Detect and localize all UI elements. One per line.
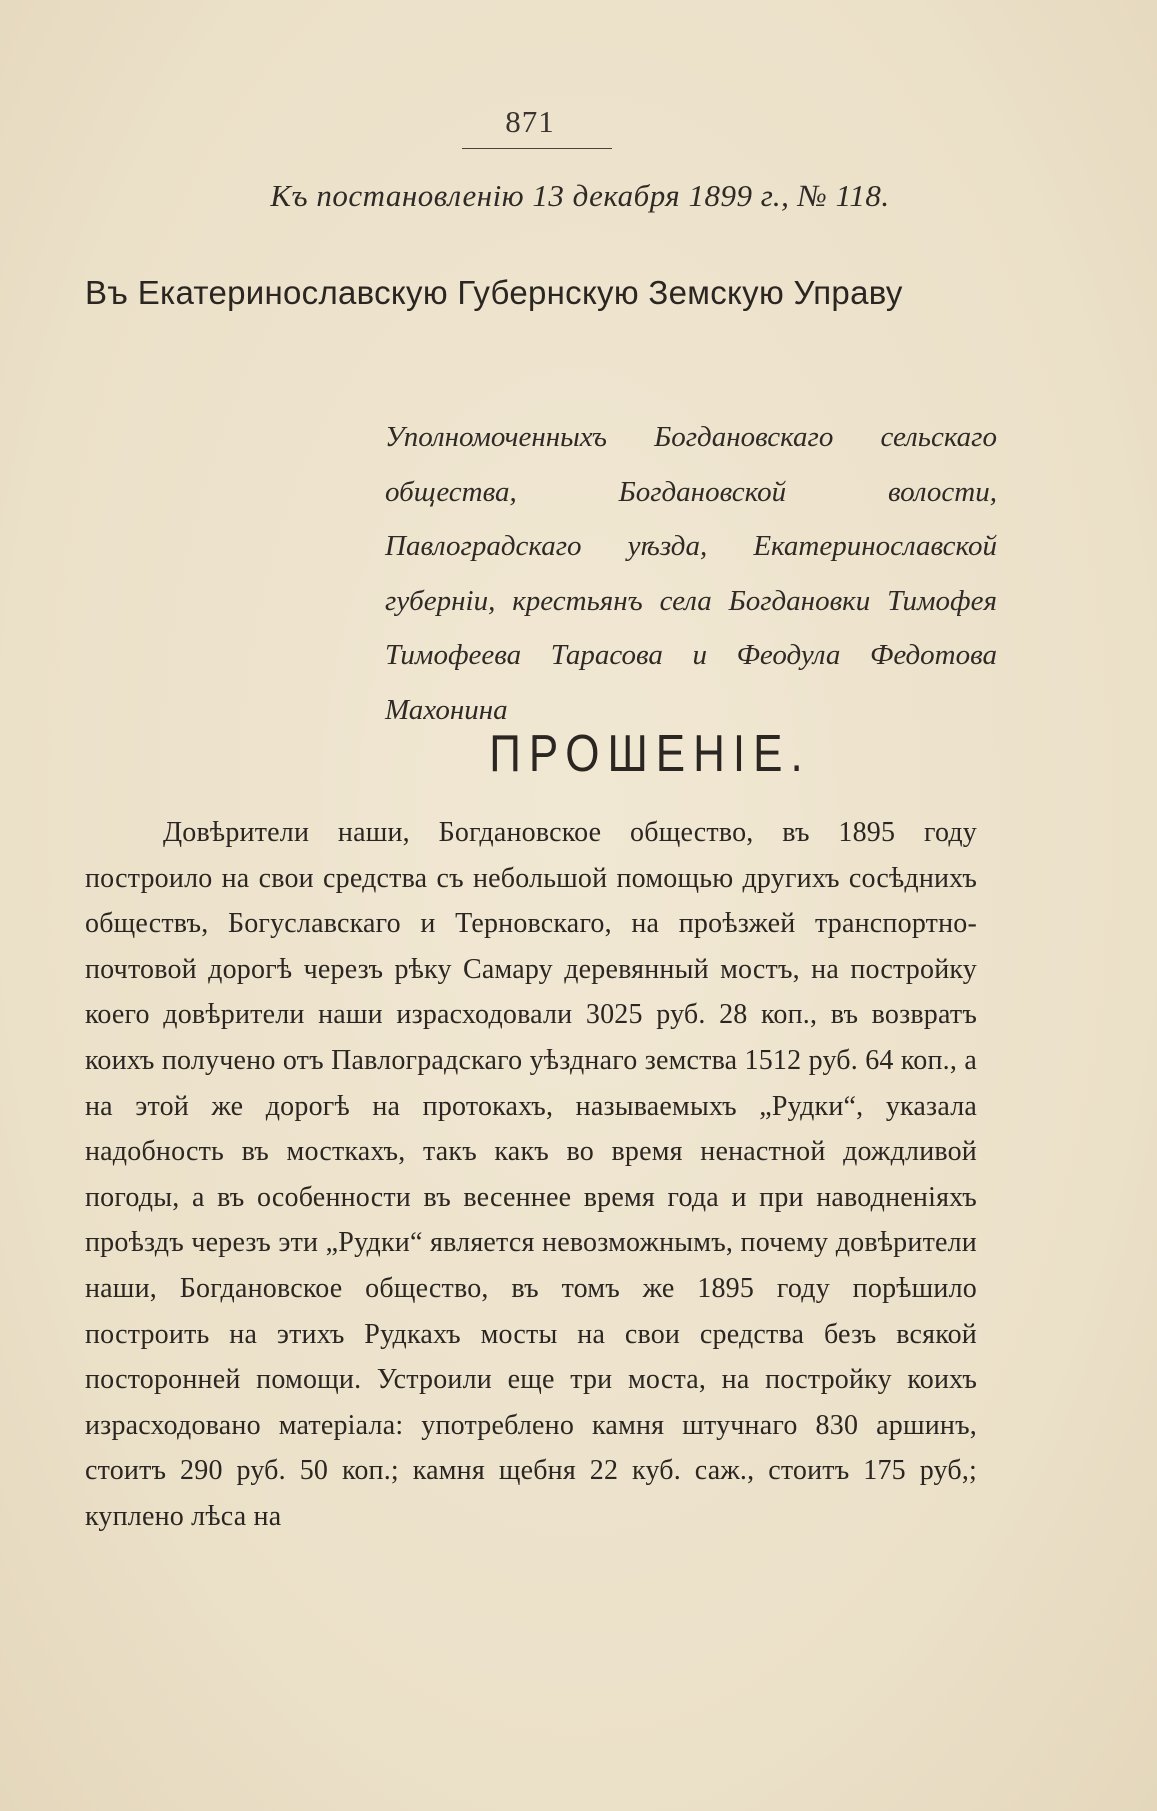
page-number: 871 [505,104,555,139]
addressee: Въ Екатеринославскую Губернскую Земскую Управу [85,274,903,311]
petitioner-block: Уполномоченныхъ Богдановскаго сельскаго общества, Богдановской волости, Павлоградскаго уѣзда, Екатеринославской губерніи, крестьянъ села Богдановки Тимофея Тимофеева Тарасова и Феодула Федотова Махонина [385,421,997,726]
page-number-rule [462,148,612,149]
document-title: ПРОШЕНІЕ. [489,725,811,783]
body-paragraph: Довѣрители наши, Богдановское общество, въ 1895 году построило на свои средства съ небольшой помощью другихъ сосѣднихъ обществъ, Богуславскаго и Терновскаго, на проѣзжей транспортно-почтовой дорогѣ черезъ рѣку Самару деревянный мостъ, на постройку коего довѣрители наши израсходовали 3025 руб. 28 коп., въ возвратъ коихъ получено отъ Павлоградскаго уѣзднаго земства 1512 руб. 64 коп., а на этой же дорогѣ на протокахъ, называемыхъ „Рудки“, указала надобность въ мосткахъ, такъ какъ во время ненастной дождливой погоды, а въ особенности въ весеннее время года и при наводненіяхъ проѣздъ черезъ эти „Рудки“ является невозможнымъ, почему довѣрители наши, Богдановское общество, въ томъ же 1895 году порѣшило построить на этихъ Рудкахъ мосты на свои средства безъ всякой посторонней помощи. Устроили еще три моста, на постройку коихъ израсходовано матеріала: употреблено камня штучнаго 830 аршинъ, стоитъ 290 руб. 50 коп.; камня щебня 22 куб. саж., стоитъ 175 руб,; куплено лѣса на [85,817,977,1532]
annex-heading: Къ постановленію 13 декабря 1899 г., № 118. [270,178,890,213]
